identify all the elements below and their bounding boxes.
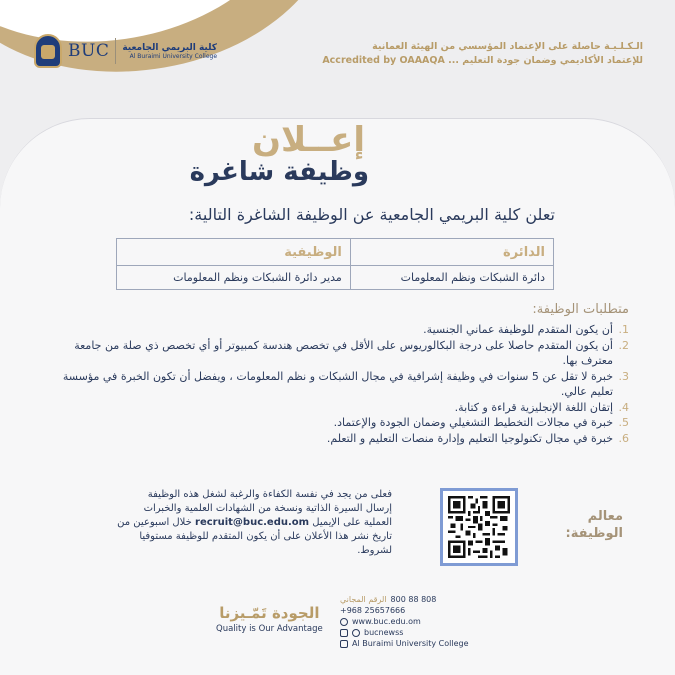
list-item xyxy=(39,431,629,447)
facebook-icon[interactable] xyxy=(340,640,348,648)
apply-line-1: فعلى من يجد في نفسة الكفاءة والرغبة لشغل هذه الوظيفة xyxy=(147,489,392,500)
tollfree-row xyxy=(340,594,469,605)
list-item xyxy=(39,338,629,369)
application-instructions xyxy=(62,488,392,558)
list-item xyxy=(39,369,629,400)
quality-slogan xyxy=(216,604,323,634)
header-department: الدائرة xyxy=(350,239,553,266)
qr-code[interactable] xyxy=(440,488,518,566)
social-handle[interactable]: bucnewss xyxy=(364,628,404,637)
qr-label-line-2: الوظيفة: xyxy=(565,526,623,541)
apply-line-5: لشروط. xyxy=(357,545,392,556)
qr-label xyxy=(566,508,623,542)
x-icon[interactable] xyxy=(352,629,360,637)
college-logo xyxy=(34,34,217,68)
accreditation-line-2 xyxy=(322,54,643,68)
item-text: أن يكون المتقدم للوظيفة عماني الجنسية. xyxy=(423,323,613,336)
phone-number: +968 25657666 xyxy=(340,606,406,615)
facebook-row xyxy=(340,638,469,649)
list-item xyxy=(39,322,629,338)
item-number: 1. xyxy=(618,323,629,336)
contact-info xyxy=(340,594,469,649)
item-number: 3. xyxy=(618,369,629,383)
logo-text: BUC xyxy=(68,41,110,61)
item-number: 6. xyxy=(618,431,629,445)
item-text: خبرة في مجالات التخطيط التشغيلي وضمان الجودة والإعتماد. xyxy=(333,416,613,429)
logo-english-name: Al Buraimi University College xyxy=(129,52,218,60)
item-text: إتقان اللغة الإنجليزية قراءة و كتابة. xyxy=(454,400,613,414)
recruit-email-link[interactable]: recruit@buc.edu.om xyxy=(195,517,310,528)
logo-divider xyxy=(115,38,116,64)
item-number: 4. xyxy=(618,400,629,414)
item-number: 5. xyxy=(618,416,629,429)
facebook-name[interactable]: Al Buraimi University College xyxy=(352,639,469,648)
header-position: الوظيفية xyxy=(117,239,351,266)
phone-row xyxy=(340,605,469,616)
requirements-title: متطلبات الوظيفة: xyxy=(532,302,629,317)
qr-code-icon xyxy=(448,496,510,558)
requirements-list xyxy=(39,322,629,446)
item-number: 2. xyxy=(618,338,629,352)
item-text: خبرة لا تقل عن 5 سنوات في وظيفة إشرافية في مجال الشبكات و نظم المعلومات ، ويفضل أن تكون الخبرة في مؤسسة تعليم عالي. xyxy=(62,369,613,398)
table-header-row xyxy=(117,239,554,266)
list-item xyxy=(39,400,629,416)
intro-text: تعلن كلية البريمي الجامعية عن الوظيفة الشاغرة التالية: xyxy=(188,205,555,224)
cell-department: دائرة الشبكات ونظم المعلومات xyxy=(350,266,553,290)
apply-line-4: تاريخ نشر هذا الأعلان على أن يكون المتقدم للوظيفة مستوفيا xyxy=(139,531,392,542)
qr-label-line-1: معالم xyxy=(587,509,623,524)
website-link[interactable]: www.buc.edu.om xyxy=(352,617,421,626)
list-item xyxy=(39,415,629,431)
quality-english: Quality is Our Advantage xyxy=(216,624,323,634)
college-seal-icon xyxy=(34,34,62,68)
apply-line-3-pre: العملية على الإيميل xyxy=(312,517,392,528)
item-text: خبرة في مجال تكنولوجيا التعليم وإدارة منصات التعليم و التعلم. xyxy=(326,431,613,445)
accreditation-english: Accredited by OAAAQA xyxy=(322,55,445,66)
accreditation-arabic: للإعتماد الأكاديمي وضمان جودة التعليم ... xyxy=(448,55,643,66)
vacancy-title: وظيفة شاغرة xyxy=(189,157,369,187)
social-row xyxy=(340,627,469,638)
table-row xyxy=(117,266,554,290)
cell-position: مدير دائرة الشبكات ونظم المعلومات xyxy=(117,266,351,290)
tollfree-number: 800 88 808 xyxy=(390,595,437,604)
apply-line-2: إرسال السيرة الذاتية ونسخة من الشهادات العلمية والخبرات xyxy=(143,503,392,514)
announcement-title: إعــلان xyxy=(252,120,365,160)
vacancy-table xyxy=(116,238,554,290)
accreditation-note xyxy=(322,40,643,68)
apply-line-3 xyxy=(62,516,392,530)
tollfree-label: الرقم المجاني xyxy=(340,595,387,604)
item-text: أن يكون المتقدم حاصلا على درجة البكالوريوس على الأقل في تخصص هندسة كمبيوتر أو أي تخصص ذي صلة من جامعة معترف بها. xyxy=(74,338,613,367)
website-row xyxy=(340,616,469,627)
logo-names xyxy=(122,43,217,60)
globe-icon xyxy=(340,618,348,626)
instagram-icon[interactable] xyxy=(340,629,348,637)
logo-arabic-name: كلية البريمي الجامعية xyxy=(122,42,218,53)
apply-line-3-post: خلال اسبوعين من xyxy=(117,517,192,528)
quality-arabic: الجودة تَمّـيزنا xyxy=(219,604,320,622)
accreditation-line-1: الـكـلـيـة حاصلة على الإعتماد المؤسسي من الهيئة العمانية xyxy=(372,41,643,52)
